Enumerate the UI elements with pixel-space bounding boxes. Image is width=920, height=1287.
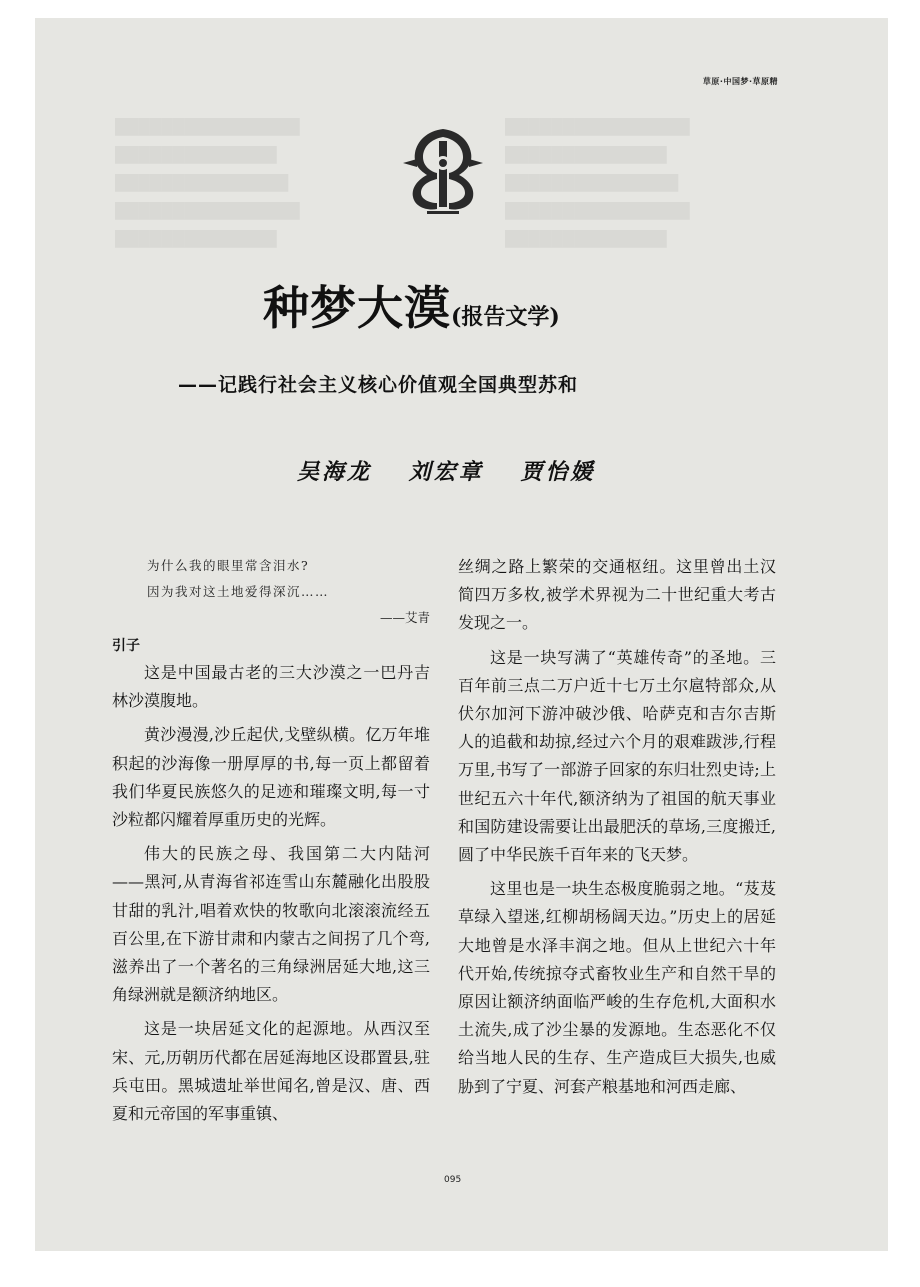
title-genre: (报告文学)	[451, 304, 560, 330]
body-paragraph: 这里也是一块生态极度脆弱之地。“芨芨草绿入望迷,红柳胡杨阔天边。”历史上的居延大地曾是水泽丰润之地。但从上世纪六十年代开始,传统掠夺式畜牧业生产和自然干旱的原因让额济纳面临严峻的生存危机,大面积水土流失,成了沙尘暴的发源地。生态恶化不仅给当地人民的生存、生产造成巨大损失,也威胁到了宁夏、河套产粮基地和河西走廊、	[458, 879, 776, 1096]
author-name: 贾怡媛	[520, 459, 596, 485]
text-column-right	[458, 553, 776, 1101]
magazine-page	[35, 18, 888, 1251]
title-main: 种梦大漠	[263, 281, 451, 335]
bleed-through-text: ████████████████ ██████████████ ███████████████ ████████████████ ██████████████	[115, 118, 300, 248]
section-heading: 引子	[112, 638, 140, 654]
epigraph-line: 因为我对这土地爱得深沉……	[147, 584, 330, 599]
author-name: 刘宏章	[408, 459, 484, 485]
bleed-through-text: ████████████████ ██████████████ ███████████████ ████████████████ ██████████████	[505, 118, 690, 248]
body-paragraph: 这是一块写满了“英雄传奇”的圣地。三百年前三点二万户近十七万土尔扈特部众,从伏尔加河下游冲破沙俄、哈萨克和吉尔吉斯人的追截和劫掠,经过六个月的艰难跋涉,行程万里,书写了一部游子回家的东归壮烈史诗;上世纪五六十年代,额济纳为了祖国的航天事业和国防建设需要让出最肥沃的草场,三度搬迁,圆了中华民族千百年来的飞天梦。	[458, 647, 776, 865]
article-title	[263, 272, 560, 338]
epigraph-author: ——艾青	[379, 610, 430, 625]
decorative-emblem	[397, 123, 489, 215]
author-line	[297, 455, 595, 486]
article-subtitle: ——记践行社会主义核心价值观全国典型苏和	[178, 374, 579, 396]
body-paragraph: 这是中国最古老的三大沙漠之一巴丹吉林沙漠腹地。	[112, 663, 430, 711]
body-paragraph: 黄沙漫漫,沙丘起伏,戈壁纵横。亿万年堆积起的沙海像一册厚厚的书,每一页上都留着我们华夏民族悠久的足迹和璀璨文明,每一寸沙粒都闪耀着厚重历史的光辉。	[112, 725, 430, 830]
body-paragraph-continued: 丝绸之路上繁荣的交通枢纽。这里曾出土汉简四万多枚,被学术界视为二十世纪重大考古发现之一。	[458, 557, 776, 633]
body-paragraph: 这是一块居延文化的起源地。从西汉至宋、元,历朝历代都在居延海地区设郡置县,驻兵屯田。黑城遗址举世闻名,曾是汉、唐、西夏和元帝国的军事重镇、	[112, 1019, 430, 1124]
running-header: 草原·中国梦·草原精	[702, 77, 778, 86]
page-number: 095	[444, 1175, 462, 1185]
epigraph-line: 为什么我的眼里常含泪水?	[147, 558, 310, 573]
author-name: 吴海龙	[297, 459, 373, 485]
text-column-left	[112, 553, 430, 1128]
body-paragraph: 伟大的民族之母、我国第二大内陆河——黑河,从青海省祁连雪山东麓融化出股股甘甜的乳汁,唱着欢快的牧歌向北滚滚流经五百公里,在下游甘肃和内蒙古之间拐了几个弯,滋养出了一个著名的三角绿洲居延大地,这三角绿洲就是额济纳地区。	[112, 844, 430, 1005]
